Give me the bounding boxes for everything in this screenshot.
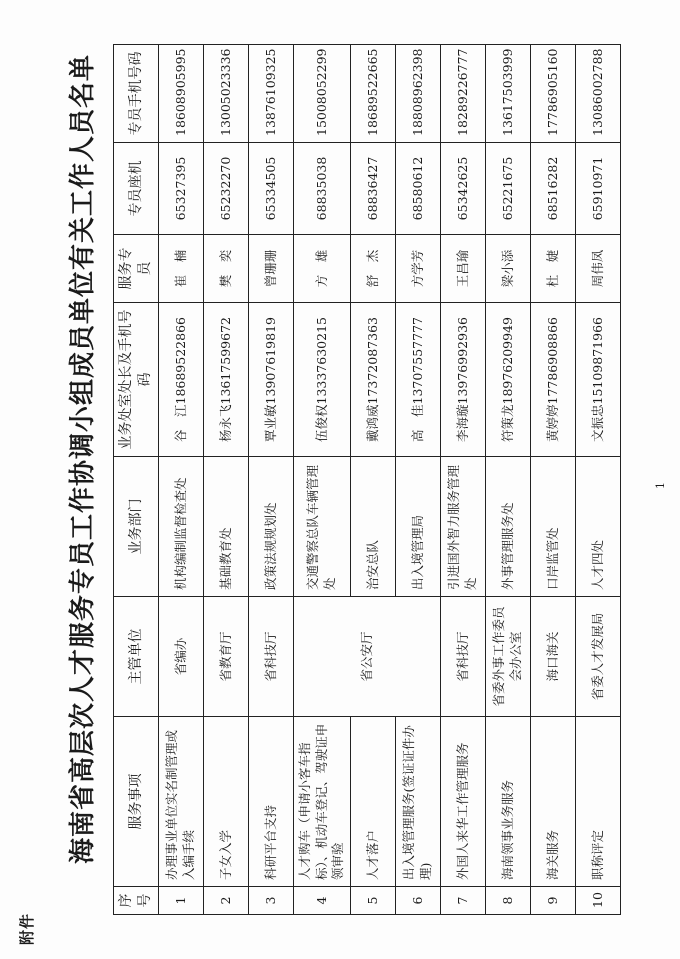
document-title: 海南省高层次人才服务专员工作协调小组成员单位有关工作人员名单 (68, 54, 98, 865)
header-landline: 专员座机 (114, 143, 159, 235)
row-staff: 杜 婕 (531, 235, 576, 303)
header-head: 业务处室处长及手机号码 (114, 303, 159, 457)
row-item: 办理事业单位实名制管理或入编手续 (159, 717, 204, 887)
row-mobile: 13005023336 (204, 45, 249, 143)
row-mobile: 18289226777 (441, 45, 486, 143)
row-unit: 省编办 (159, 597, 204, 717)
table-row (531, 45, 576, 915)
table-row (294, 45, 351, 915)
row-staff: 崔 楠 (159, 235, 204, 303)
page-number: 1 (654, 482, 667, 489)
row-staff: 方 雄 (294, 235, 351, 303)
table-row (486, 45, 531, 915)
row-no: 1 (159, 887, 204, 915)
row-staff: 樊 奕 (204, 235, 249, 303)
row-unit: 省科技厅 (249, 597, 294, 717)
table-row (396, 45, 441, 915)
table-row (351, 45, 396, 915)
row-head: 覃业敏13907619819 (249, 303, 294, 457)
row-item: 职称评定 (576, 717, 621, 887)
row-landline: 65221675 (486, 143, 531, 235)
row-item: 海关服务 (531, 717, 576, 887)
table-row (204, 45, 249, 915)
row-unit: 海口海关 (531, 597, 576, 717)
row-unit: 省委人才发展局 (576, 597, 621, 717)
row-mobile: 13086002788 (576, 45, 621, 143)
staff-table (113, 44, 621, 915)
row-staff: 方学芳 (396, 235, 441, 303)
row-dept: 人才四处 (576, 457, 621, 597)
row-no: 8 (486, 887, 531, 915)
row-item: 人才落户 (351, 717, 396, 887)
row-landline: 68580612 (396, 143, 441, 235)
table-row (441, 45, 486, 915)
row-no: 9 (531, 887, 576, 915)
row-landline: 65232270 (204, 143, 249, 235)
table-row (576, 45, 621, 915)
header-dept: 业务部门 (114, 457, 159, 597)
row-staff: 舒 杰 (351, 235, 396, 303)
row-head: 戴鸿威17372087363 (351, 303, 396, 457)
row-landline: 65910971 (576, 143, 621, 235)
row-dept: 交通警察总队车辆管理处 (294, 457, 351, 597)
row-dept: 出入境管理局 (396, 457, 441, 597)
row-head: 符策龙18976209949 (486, 303, 531, 457)
header-no: 序号 (114, 887, 159, 915)
row-staff: 梁小添 (486, 235, 531, 303)
row-no: 3 (249, 887, 294, 915)
row-landline: 68516282 (531, 143, 576, 235)
row-unit: 省教育厅 (204, 597, 249, 717)
row-landline: 68836427 (351, 143, 396, 235)
row-mobile: 17786905160 (531, 45, 576, 143)
header-staff: 服务专员 (114, 235, 159, 303)
row-staff: 周伟凤 (576, 235, 621, 303)
row-landline: 65327395 (159, 143, 204, 235)
table-row (249, 45, 294, 915)
row-item: 子女入学 (204, 717, 249, 887)
row-staff: 曾珊珊 (249, 235, 294, 303)
row-unit: 省科技厅 (441, 597, 486, 717)
row-no: 6 (396, 887, 441, 915)
row-dept: 口岸监管处 (531, 457, 576, 597)
row-dept: 机构编制监督检查处 (159, 457, 204, 597)
row-dept: 政策法规规划处 (249, 457, 294, 597)
row-staff: 王昌瑜 (441, 235, 486, 303)
row-head: 李海璇13976992936 (441, 303, 486, 457)
row-dept: 外事管理服务处 (486, 457, 531, 597)
row-no: 4 (294, 887, 351, 915)
row-no: 7 (441, 887, 486, 915)
attachment-label: 附件 (18, 912, 36, 945)
row-head: 高 佳13707557777 (396, 303, 441, 457)
row-no: 10 (576, 887, 621, 915)
row-item: 出入境管理服务(签证证件办理) (396, 717, 441, 887)
row-unit: 省委外事工作委员会办公室 (486, 597, 531, 717)
row-head: 谷 江18689522866 (159, 303, 204, 457)
row-no: 5 (351, 887, 396, 915)
row-unit-shared: 省公安厅 (294, 597, 441, 717)
row-mobile: 13617503999 (486, 45, 531, 143)
row-dept: 基础教育处 (204, 457, 249, 597)
row-head: 文振忠15109871966 (576, 303, 621, 457)
table-header-row (114, 45, 159, 915)
row-mobile: 18608905995 (159, 45, 204, 143)
row-landline: 65342625 (441, 143, 486, 235)
header-item: 服务事项 (114, 717, 159, 887)
row-item: 人才购车（申请小客车指标）、机动车登记、驾驶证申领审验 (294, 717, 351, 887)
row-mobile: 18689522665 (351, 45, 396, 143)
row-item: 外国人来华工作管理服务 (441, 717, 486, 887)
row-head: 伍俊权13337630215 (294, 303, 351, 457)
row-dept: 治安总队 (351, 457, 396, 597)
row-head: 杨永飞13617599672 (204, 303, 249, 457)
row-landline: 65334505 (249, 143, 294, 235)
header-unit: 主管单位 (114, 597, 159, 717)
row-mobile: 18808962398 (396, 45, 441, 143)
row-mobile: 13876109325 (249, 45, 294, 143)
row-item: 科研平台支持 (249, 717, 294, 887)
row-dept: 引进国外智力服务管理处 (441, 457, 486, 597)
row-no: 2 (204, 887, 249, 915)
row-head: 黄婷婷17786908866 (531, 303, 576, 457)
row-landline: 68835038 (294, 143, 351, 235)
row-item: 海南领事业务服务 (486, 717, 531, 887)
header-mobile: 专员手机号码 (114, 45, 159, 143)
table-row (159, 45, 204, 915)
row-mobile: 15008052299 (294, 45, 351, 143)
